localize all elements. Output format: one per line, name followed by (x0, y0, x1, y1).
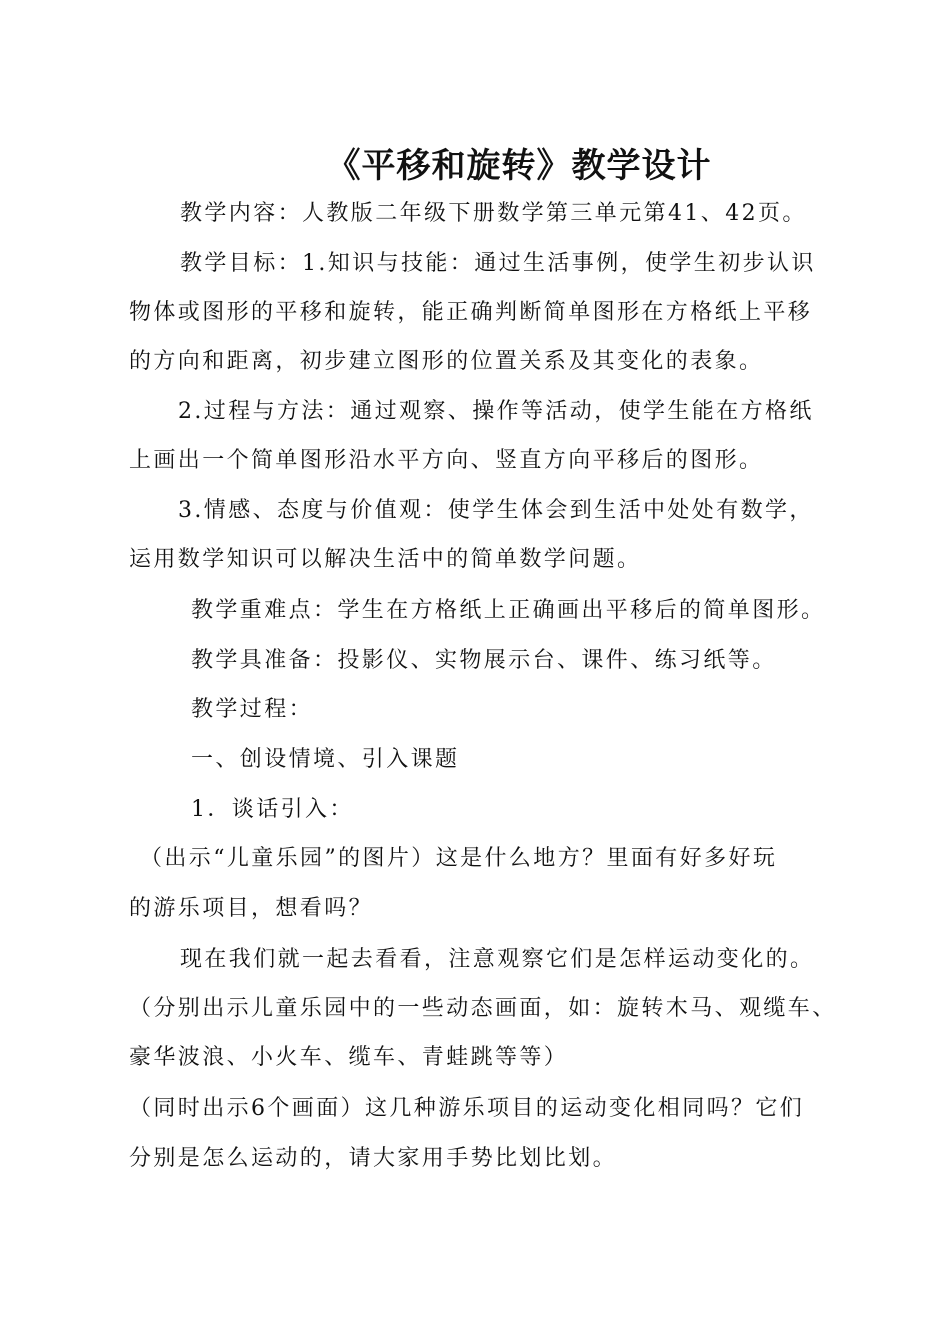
paragraph-line: 物体或图形的平移和旋转，能正确判断简单图形在方格纸上平移 (129, 300, 813, 325)
paragraph-line: 2.过程与方法：通过观察、操作等活动，使学生能在方格纸 (178, 399, 814, 424)
paragraph-line: 教学重难点：学生在方格纸上正确画出平移后的简单图形。 (191, 598, 826, 623)
section-heading: 一、创设情境、引入课题 (191, 747, 460, 772)
paragraph-line: （出示“儿童乐园”的图片）这是什么地方？里面有好多好玩 (140, 846, 778, 871)
paragraph-line: 教学内容：人教版二年级下册数学第三单元第41、42页。 (180, 201, 807, 226)
paragraph-line: 运用数学知识可以解决生活中的简单数学问题。 (129, 547, 642, 572)
paragraph-line: 教学过程： (191, 697, 314, 722)
paragraph-line: 3.情感、态度与价值观：使学生体会到生活中处处有数学， (178, 498, 814, 523)
subsection-heading: 1．谈话引入： (191, 797, 354, 822)
paragraph-line: （分别出示儿童乐园中的一些动态画面，如：旋转木马、观缆车、 (129, 996, 837, 1021)
paragraph-line: 上画出一个简单图形沿水平方向、竖直方向平移后的图形。 (129, 448, 764, 473)
paragraph-line: 分别是怎么运动的，请大家用手势比划比划。 (129, 1146, 618, 1171)
paragraph-line: 教学目标：1.知识与技能：通过生活事例，使学生初步认识 (180, 251, 816, 276)
paragraph-line: 现在我们就一起去看看，注意观察它们是怎样运动变化的。 (180, 947, 815, 972)
document-title: 《平移和旋转》教学设计 (326, 146, 712, 186)
paragraph-line: 教学具准备：投影仪、实物展示台、课件、练习纸等。 (191, 648, 777, 673)
paragraph-line: 的方向和距离，初步建立图形的位置关系及其变化的表象。 (129, 349, 764, 374)
paragraph-line: 豪华波浪、小火车、缆车、青蛙跳等等） (129, 1045, 569, 1070)
paragraph-line: 的游乐项目，想看吗？ (129, 896, 374, 921)
paragraph-line: （同时出示6个画面）这几种游乐项目的运动变化相同吗？它们 (129, 1096, 805, 1121)
